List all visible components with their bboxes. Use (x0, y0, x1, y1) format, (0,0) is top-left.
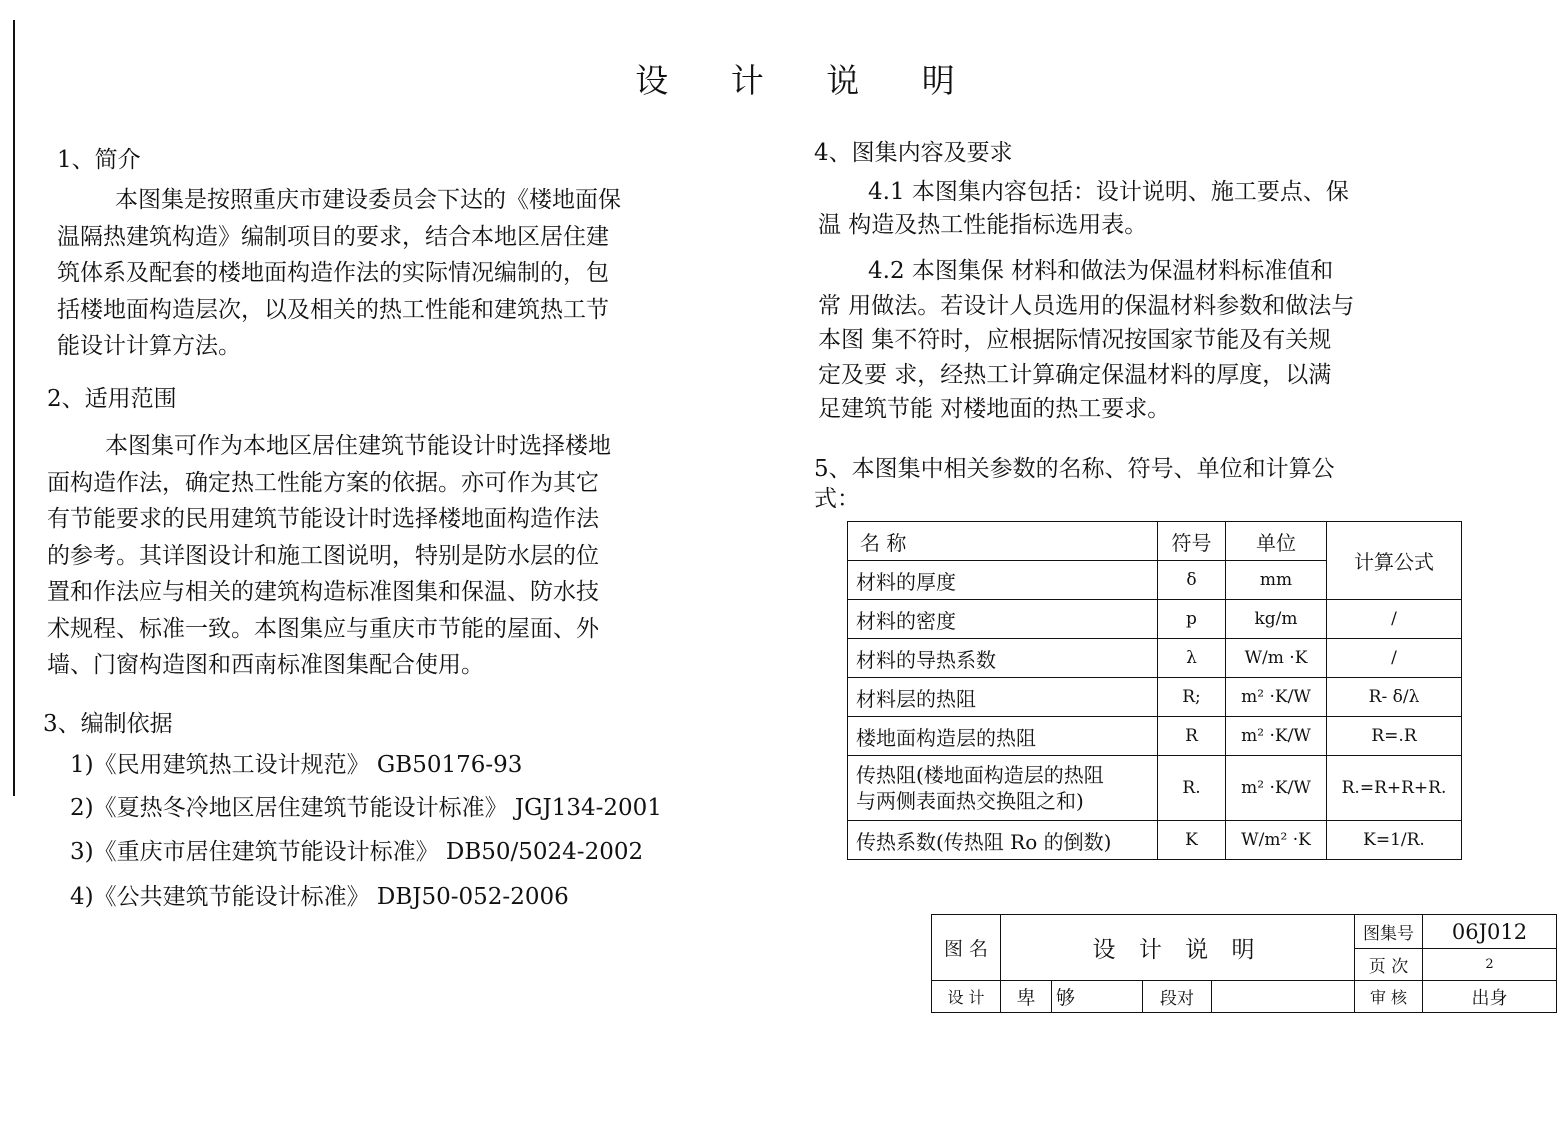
table-row (848, 600, 1462, 639)
table-row (848, 639, 1462, 678)
header-formula: 计算公式 (1327, 522, 1462, 600)
cell-unit: m² ·K/W (1226, 678, 1327, 717)
title-block (931, 914, 1557, 1013)
section-1-heading: 1、简介 (57, 147, 141, 173)
text-line: 4.1 本图集内容包括：设计说明、施工要点、保 (868, 179, 1349, 205)
text-line: 足建筑节能 对楼地面的热工要求。 (818, 396, 1171, 422)
cell-symbol: R. (1158, 756, 1226, 821)
cell-formula: / (1327, 639, 1462, 678)
text-line: 常 用做法。若设计人员选用的保温材料参数和做法与 (818, 292, 1355, 319)
page-margin-line (13, 20, 15, 796)
text-line: 温 构造及热工性能指标选用表。 (818, 212, 1148, 238)
cell-formula: / (1327, 600, 1462, 639)
cell-symbol: δ (1158, 561, 1226, 600)
section-4-1-text (818, 176, 1349, 242)
cell-name-line: 传热阻(楼地面构造层的热阻 (856, 763, 1104, 787)
text-line: 面构造作法，确定热工性能方案的依据。亦可作为其它 (47, 469, 599, 496)
cell-symbol: R (1158, 717, 1226, 756)
header-unit: 单位 (1226, 522, 1327, 561)
cell-symbol: λ (1158, 639, 1226, 678)
proofreader-value (1212, 981, 1355, 1013)
reference-item: 4)《公共建筑节能设计标准》 DBJ50-052-2006 (70, 884, 569, 910)
cell-name: 材料的密度 (848, 600, 1158, 639)
cell-name: 材料的厚度 (848, 561, 1158, 600)
text-line: 温隔热建筑构造》编制项目的要求，结合本地区居住建 (57, 223, 609, 250)
cell-symbol: K (1158, 821, 1226, 860)
text-line: 式： (814, 486, 860, 512)
parameter-table (847, 521, 1462, 860)
cell-formula: R=.R (1327, 717, 1462, 756)
reference-item: 2)《夏热冬冷地区居住建筑节能设计标准》 JGJ134-2001 (70, 795, 662, 821)
cell-unit: m² ·K/W (1226, 717, 1327, 756)
text-line: 墙、门窗构造图和西南标准图集配合使用。 (47, 652, 484, 678)
header-name: 名 称 (848, 522, 1158, 561)
text-line: 筑体系及配套的楼地面构造作法的实际情况编制的，包 (57, 260, 609, 286)
text-line: 4.2 本图集保 材料和做法为保温材料标准值和 (868, 258, 1334, 284)
text-line: 置和作法应与相关的建筑构造标准图集和保温、防水技 (47, 579, 599, 605)
text-line: 括楼地面构造层次，以及相关的热工性能和建筑热工节 (57, 296, 609, 323)
section-2-heading: 2、适用范围 (47, 386, 177, 412)
cell-formula: K=1/R. (1327, 821, 1462, 860)
table-row (848, 678, 1462, 717)
cell-unit: kg/m (1226, 600, 1327, 639)
table-row (848, 717, 1462, 756)
text-line: 术规程、标准一致。本图集应与重庆市节能的屋面、外 (47, 615, 599, 642)
designer-signature-2: 够 (1052, 981, 1143, 1013)
atlas-number-label: 图集号 (1355, 915, 1423, 949)
cell-name: 材料的导热系数 (848, 639, 1158, 678)
cell-name: 楼地面构造层的热阻 (848, 717, 1158, 756)
cell-formula: R- δ/λ (1327, 678, 1462, 717)
text-line: 定及要 求，经热工计算确定保温材料的厚度，以满 (818, 361, 1332, 388)
reviewer-label: 审 核 (1355, 981, 1423, 1013)
atlas-number-value: 06J012 (1423, 915, 1557, 949)
text-line: 的参考。其详图设计和施工图说明，特别是防水层的位 (47, 542, 599, 569)
section-1-text (57, 182, 621, 365)
page-value: 2 (1423, 949, 1557, 981)
cell-unit: mm (1226, 561, 1327, 600)
page-label: 页 次 (1355, 949, 1423, 981)
section-2-text (47, 428, 611, 684)
section-4-2-text (818, 254, 1354, 427)
cell-name-line: 与两侧表面热交换阻之和) (856, 789, 1084, 813)
cell-name (848, 756, 1158, 821)
text-line: 本图集可作为本地区居住建筑节能设计时选择楼地 (105, 433, 611, 459)
text-line: 5、本图集中相关参数的名称、符号、单位和计算公 (814, 456, 1335, 482)
reference-item: 1)《民用建筑热工设计规范》 GB50176-93 (70, 752, 523, 778)
text-line: 能设计计算方法。 (57, 333, 241, 359)
drawing-name-label: 图 名 (932, 915, 1001, 981)
table-header-row (848, 522, 1462, 561)
table-row (848, 821, 1462, 860)
text-line: 本图 集不符时，应根据际情况按国家节能及有关规 (818, 327, 1332, 353)
section-4-heading: 4、图集内容及要求 (814, 140, 1013, 166)
designer-label: 设 计 (932, 981, 1001, 1013)
cell-symbol: R; (1158, 678, 1226, 717)
designer-signature-1: 卑 (1001, 981, 1052, 1013)
cell-formula: R.=R+R+R. (1327, 756, 1462, 821)
text-line: 有节能要求的民用建筑节能设计时选择楼地面构造作法 (47, 506, 599, 532)
drawing-name-value: 设 计 说 明 (1001, 915, 1355, 981)
proofreader-label: 段对 (1143, 981, 1212, 1013)
cell-unit: W/m ·K (1226, 639, 1327, 678)
cell-unit: m² ·K/W (1226, 756, 1327, 821)
section-3-heading: 3、编制依据 (43, 711, 173, 737)
reference-item: 3)《重庆市居住建筑节能设计标准》 DB50/5024-2002 (70, 839, 644, 865)
cell-name: 传热系数(传热阻 Ro 的倒数) (848, 821, 1158, 860)
table-row (848, 756, 1462, 821)
text-line: 本图集是按照重庆市建设委员会下达的《楼地面保 (115, 187, 621, 213)
cell-name: 材料层的热阻 (848, 678, 1158, 717)
cell-symbol: p (1158, 600, 1226, 639)
reviewer-value: 出身 (1423, 981, 1557, 1013)
header-symbol: 符号 (1158, 522, 1226, 561)
cell-unit: W/m² ·K (1226, 821, 1327, 860)
page-title: 设 计 说 明 (635, 61, 981, 100)
section-5-heading (814, 454, 1335, 514)
